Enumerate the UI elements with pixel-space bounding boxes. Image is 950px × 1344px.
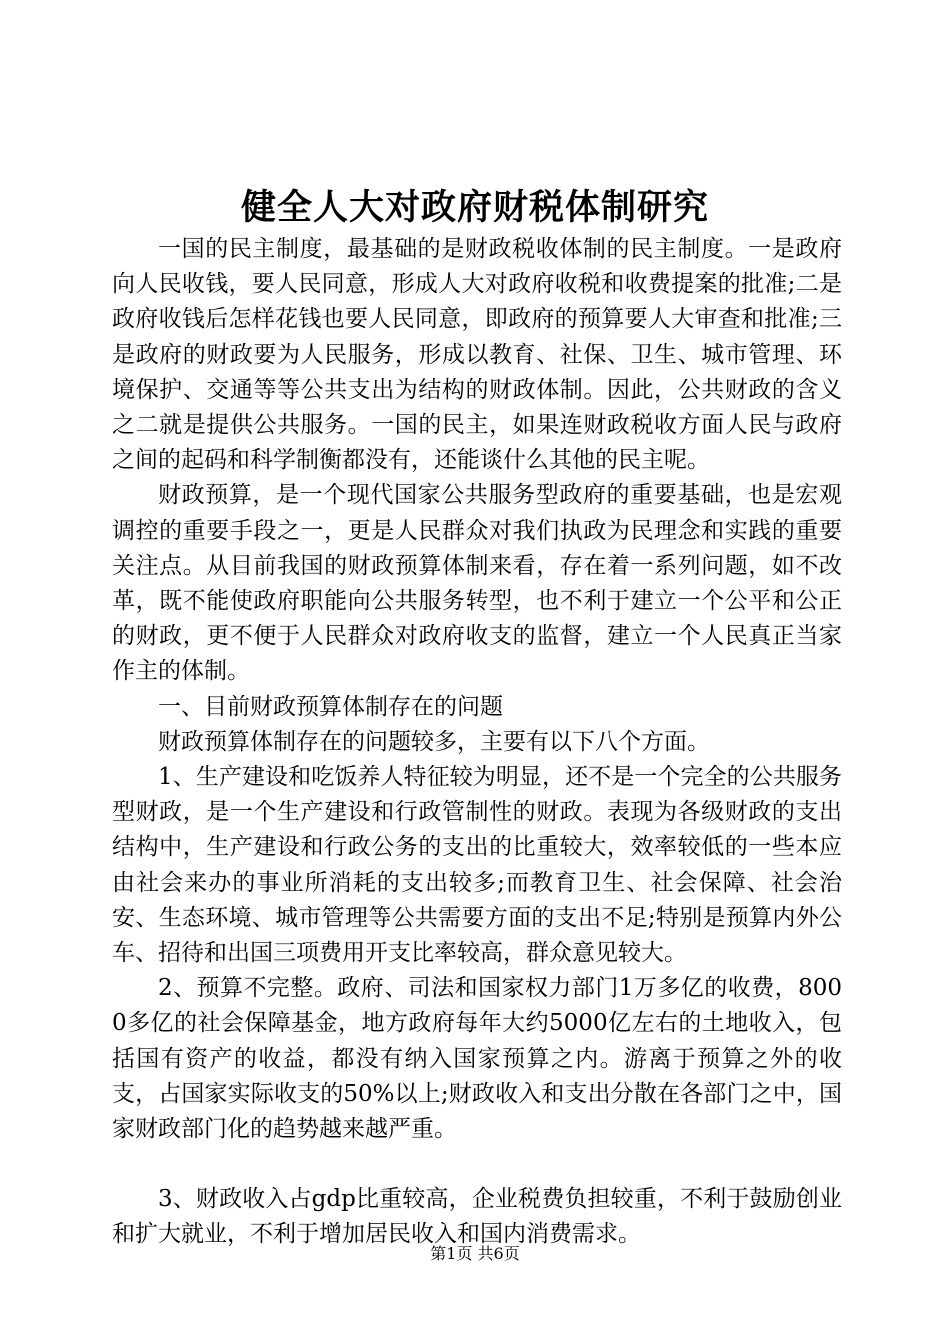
document-body (112, 232, 842, 1253)
paragraph-5: 2、预算不完整。政府、司法和国家权力部门1万多亿的收费，8000多亿的社会保障基金，地方政府每年大约5000亿左右的土地收入，包括国有资产的收益，都没有纳入国家预算之内。游离于预算之外的收支，占国家实际收支的50%以上;财政收入和支出分散在各部门之中，国家财政部门化的趋势越来越严重。 (112, 975, 842, 1143)
paragraph-2: 财政预算，是一个现代国家公共服务型政府的重要基础，也是宏观调控的重要手段之一，更是人民群众对我们执政为民理念和实践的重要关注点。从目前我国的财政预算体制来看，存在着一系列问题，如不改革，既不能使政府职能向公共服务转型，也不利于建立一个公平和公正的财政，更不便于人民群众对政府收支的监督，建立一个人民真正当家作主的体制。 (112, 482, 842, 685)
section-heading: 一、目前财政预算体制存在的问题 (158, 693, 503, 720)
paragraph-6: 3、财政收入占gdp比重较高，企业税费负担较重，不利于鼓励创业和扩大就业，不利于增加居民收入和国内消费需求。 (112, 1186, 842, 1248)
paragraph-4: 1、生产建设和吃饭养人特征较为明显，还不是一个完全的公共服务型财政，是一个生产建设和行政管制性的财政。表现为各级财政的支出结构中，生产建设和行政公务的支出的比重较大，效率较低的一些本应由社会来办的事业所消耗的支出较多;而教育卫生、社会保障、社会治安、生态环境、城市管理等公共需要方面的支出不足;特别是预算内外公车、招待和出国三项费用开支比率较高，群众意见较大。 (112, 764, 842, 967)
page-number: 第1页 共6页 (430, 1244, 520, 1263)
document-title: 健全人大对政府财税体制研究 (240, 187, 709, 228)
paragraph-1: 一国的民主制度，最基础的是财政税收体制的民主制度。一是政府向人民收钱，要人民同意，形成人大对政府收税和收费提案的批准;二是政府收钱后怎样花钱也要人民同意，即政府的预算要人大审查和批准;三是政府的财政要为人民服务，形成以教育、社保、卫生、城市管理、环境保护、交通等等公共支出为结构的财政体制。因此，公共财政的含义之二就是提供公共服务。一国的民主，如果连财政税收方面人民与政府之间的起码和科学制衡都没有，还能谈什么其他的民主呢。 (112, 236, 842, 474)
paragraph-spacer (112, 1147, 842, 1182)
paragraph-3: 财政预算体制存在的问题较多，主要有以下八个方面。 (158, 728, 710, 755)
